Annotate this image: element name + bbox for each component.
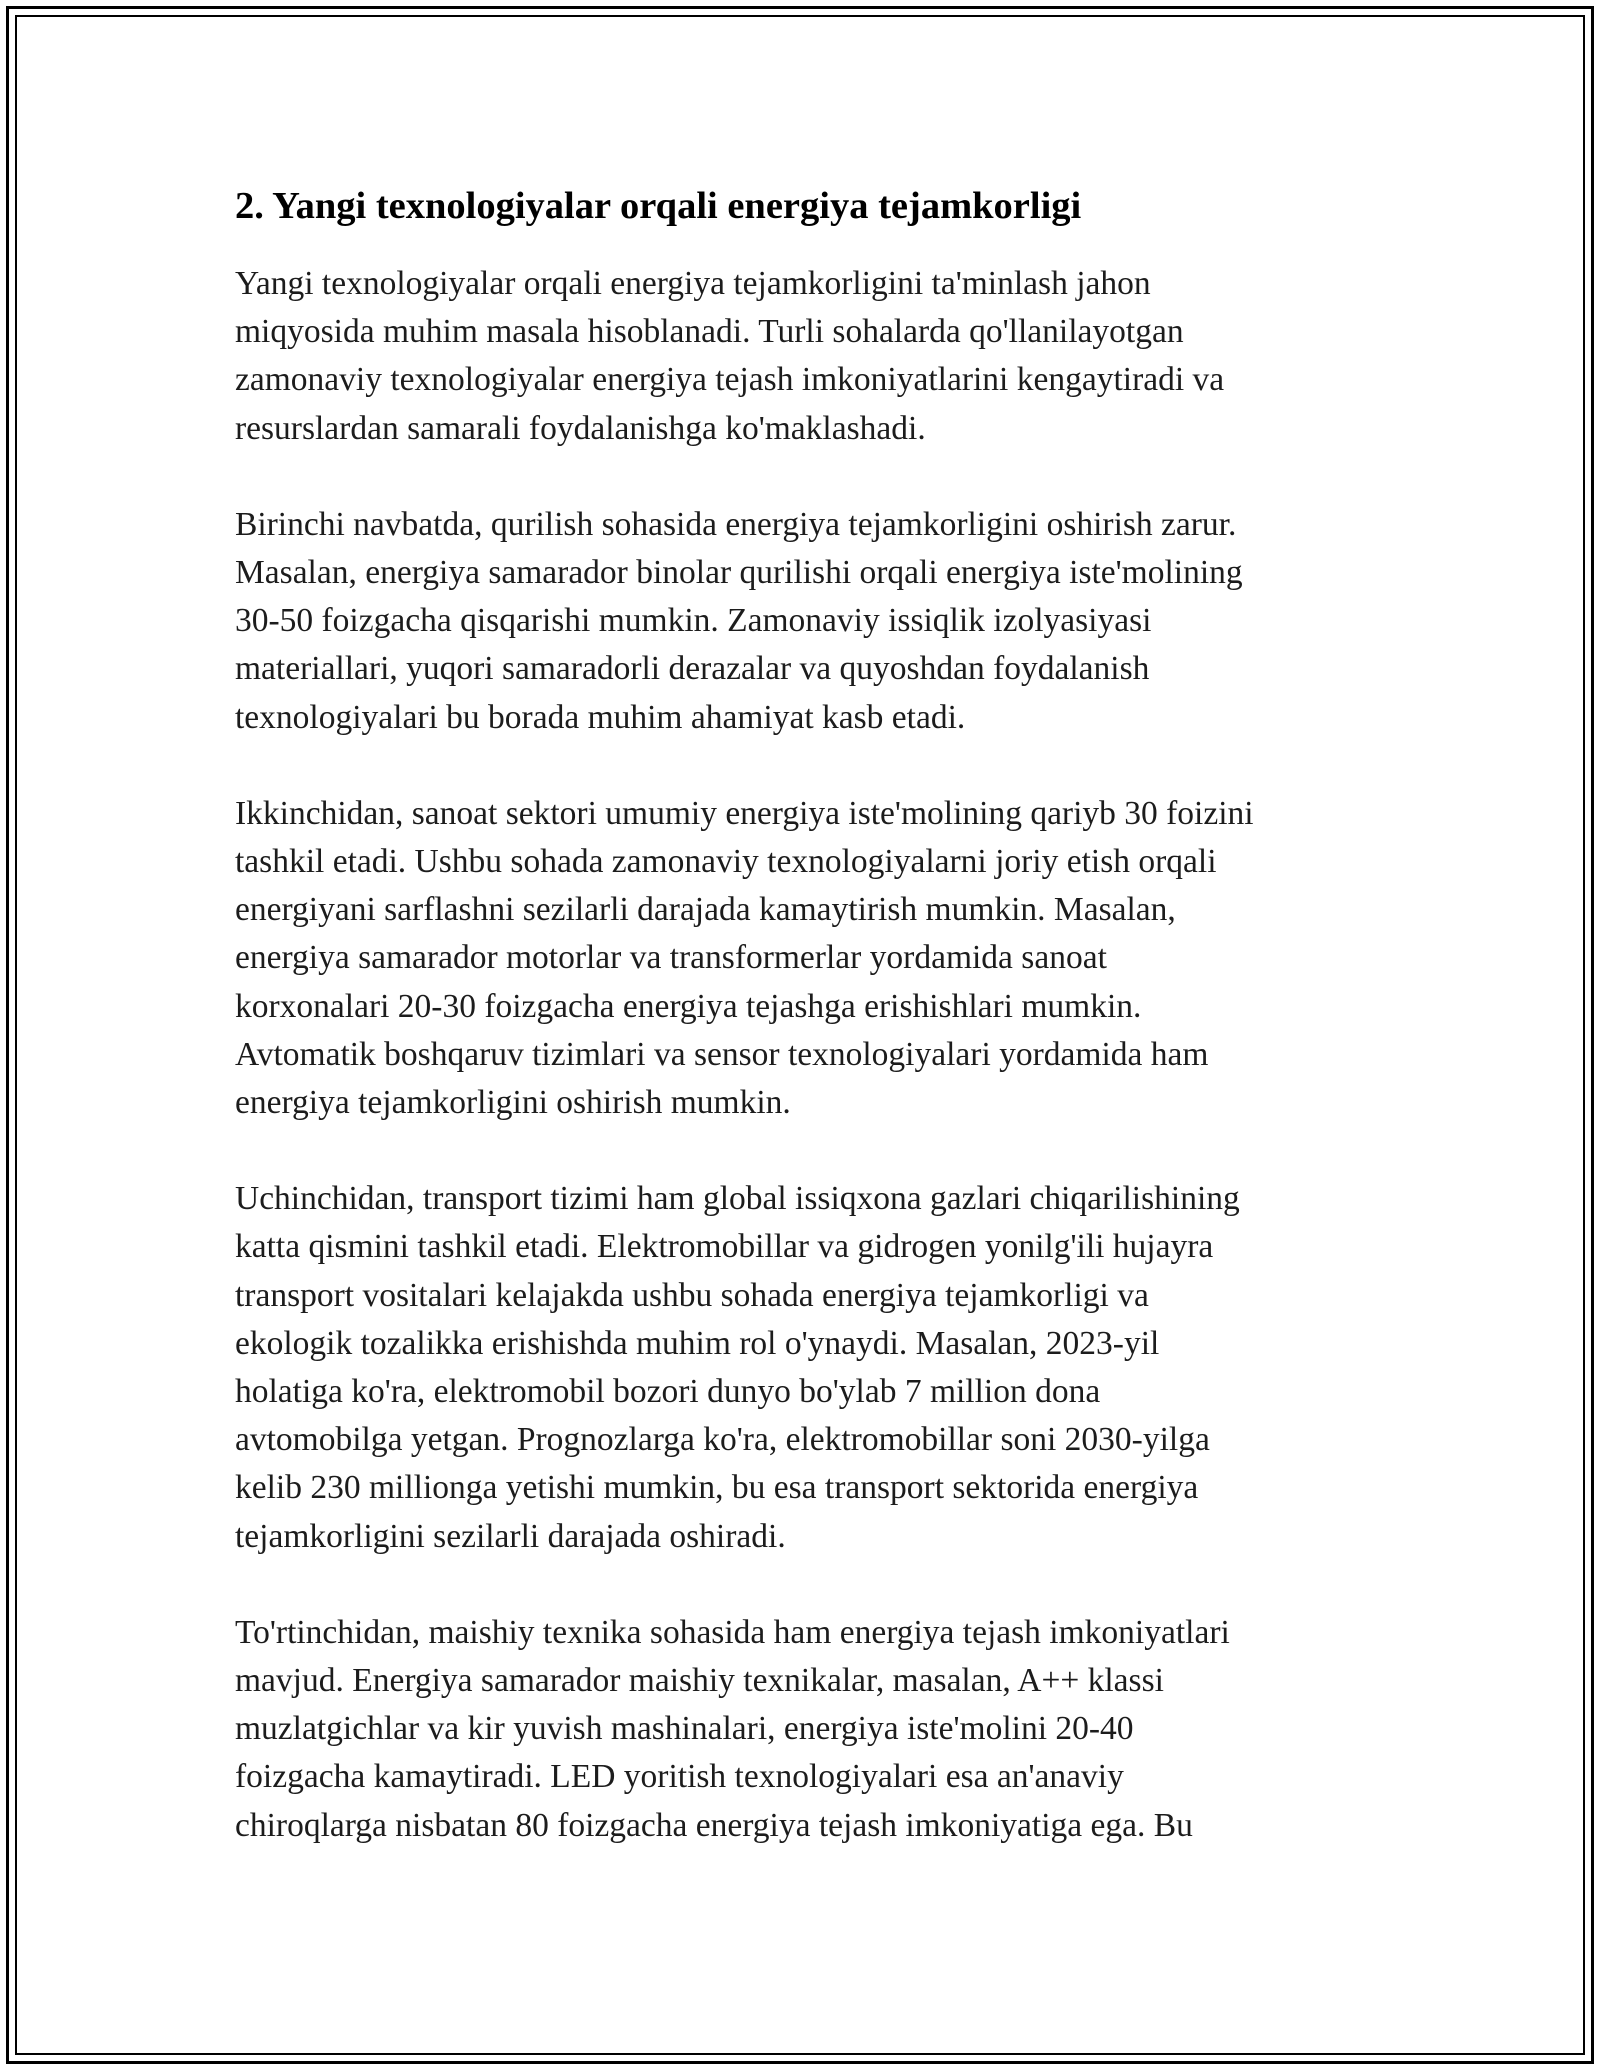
text-line: Yangi texnologiyalar orqali energiya tejamkorligini ta'minlash jahon — [235, 265, 1151, 302]
text-line: miqyosida muhim masala hisoblanadi. Turli sohalarda qo'llanilayotgan — [235, 313, 1184, 351]
text-line: To'rtinchidan, maishiy texnika sohasida ham energiya tejash imkoniyatlari — [235, 1613, 1230, 1651]
text-line: muzlatgichlar va kir yuvish mashinalari, energiya iste'molini 20-40 — [235, 1710, 1134, 1748]
document-body — [235, 180, 1365, 1898]
text-line: tejamkorligini sezilarli darajada oshiradi. — [235, 1517, 786, 1555]
paragraph-transport — [235, 1175, 1365, 1561]
paragraph-construction — [235, 501, 1365, 742]
paragraph-industry — [235, 790, 1365, 1127]
text-line: texnologiyalari bu borada muhim ahamiyat kasb etadi. — [235, 698, 966, 736]
text-line: Birinchi navbatda, qurilish sohasida energiya tejamkorligini oshirish zarur. — [235, 505, 1237, 543]
text-line: katta qismini tashkil etadi. Elektromobillar va gidrogen yonilg'ili hujayra — [235, 1228, 1214, 1266]
text-line: Uchinchidan, transport tizimi ham global issiqxona gazlari chiqarilishining — [235, 1180, 1240, 1218]
text-line: korxonalari 20-30 foizgacha energiya tejashga erishishlari mumkin. — [235, 987, 1142, 1025]
text-line: energiya tejamkorligini oshirish mumkin. — [235, 1084, 791, 1122]
text-line: 30-50 foizgacha qisqarishi mumkin. Zamonaviy issiqlik izolyasiyasi — [235, 602, 1152, 640]
text-line: Masalan, energiya samarador binolar qurilishi orqali energiya iste'molining — [235, 554, 1243, 592]
text-line: energiya samarador motorlar va transformerlar yordamida sanoat — [235, 939, 1107, 977]
paragraph-appliances — [235, 1609, 1365, 1850]
text-line: avtomobilga yetgan. Prognozlarga ko'ra, elektromobillar soni 2030-yilga — [235, 1421, 1210, 1459]
text-line: energiyani sarflashni sezilarli darajada kamaytirish mumkin. Masalan, — [235, 891, 1176, 929]
text-line: Ikkinchidan, sanoat sektori umumiy energiya iste'molining qariyb 30 foizini — [235, 794, 1254, 832]
text-line: materiallari, yuqori samaradorli derazalar va quyoshdan foydalanish — [235, 650, 1150, 688]
text-line: holatiga ko'ra, elektromobil bozori dunyo bo'ylab 7 million dona — [235, 1373, 1101, 1411]
text-line: ekologik tozalikka erishishda muhim rol o'ynaydi. Masalan, 2023-yil — [235, 1324, 1160, 1362]
text-line: foizgacha kamaytiradi. LED yoritish texnologiyalari esa an'anaviy — [235, 1758, 1124, 1796]
text-line: Avtomatik boshqaruv tizimlari va sensor texnologiyalari yordamida ham — [235, 1035, 1209, 1073]
paragraph-intro — [235, 260, 1365, 453]
text-line: chiroqlarga nisbatan 80 foizgacha energiya tejash imkoniyatiga ega. Bu — [235, 1806, 1193, 1844]
text-line: resurslardan samarali foydalanishga ko'maklashadi. — [235, 409, 926, 447]
text-line: transport vositalari kelajakda ushbu sohada energiya tejamkorligi va — [235, 1276, 1149, 1314]
text-line: kelib 230 millionga yetishi mumkin, bu esa transport sektorida energiya — [235, 1469, 1199, 1507]
section-heading: 2. Yangi texnologiyalar orqali energiya tejamkorligi — [235, 185, 1082, 227]
text-line: tashkil etadi. Ushbu sohada zamonaviy texnologiyalarni joriy etish orqali — [235, 843, 1217, 881]
text-line: zamonaviy texnologiyalar energiya tejash imkoniyatlarini kengaytiradi va — [235, 361, 1225, 399]
text-line: mavjud. Energiya samarador maishiy texnikalar, masalan, A++ klassi — [235, 1662, 1164, 1700]
